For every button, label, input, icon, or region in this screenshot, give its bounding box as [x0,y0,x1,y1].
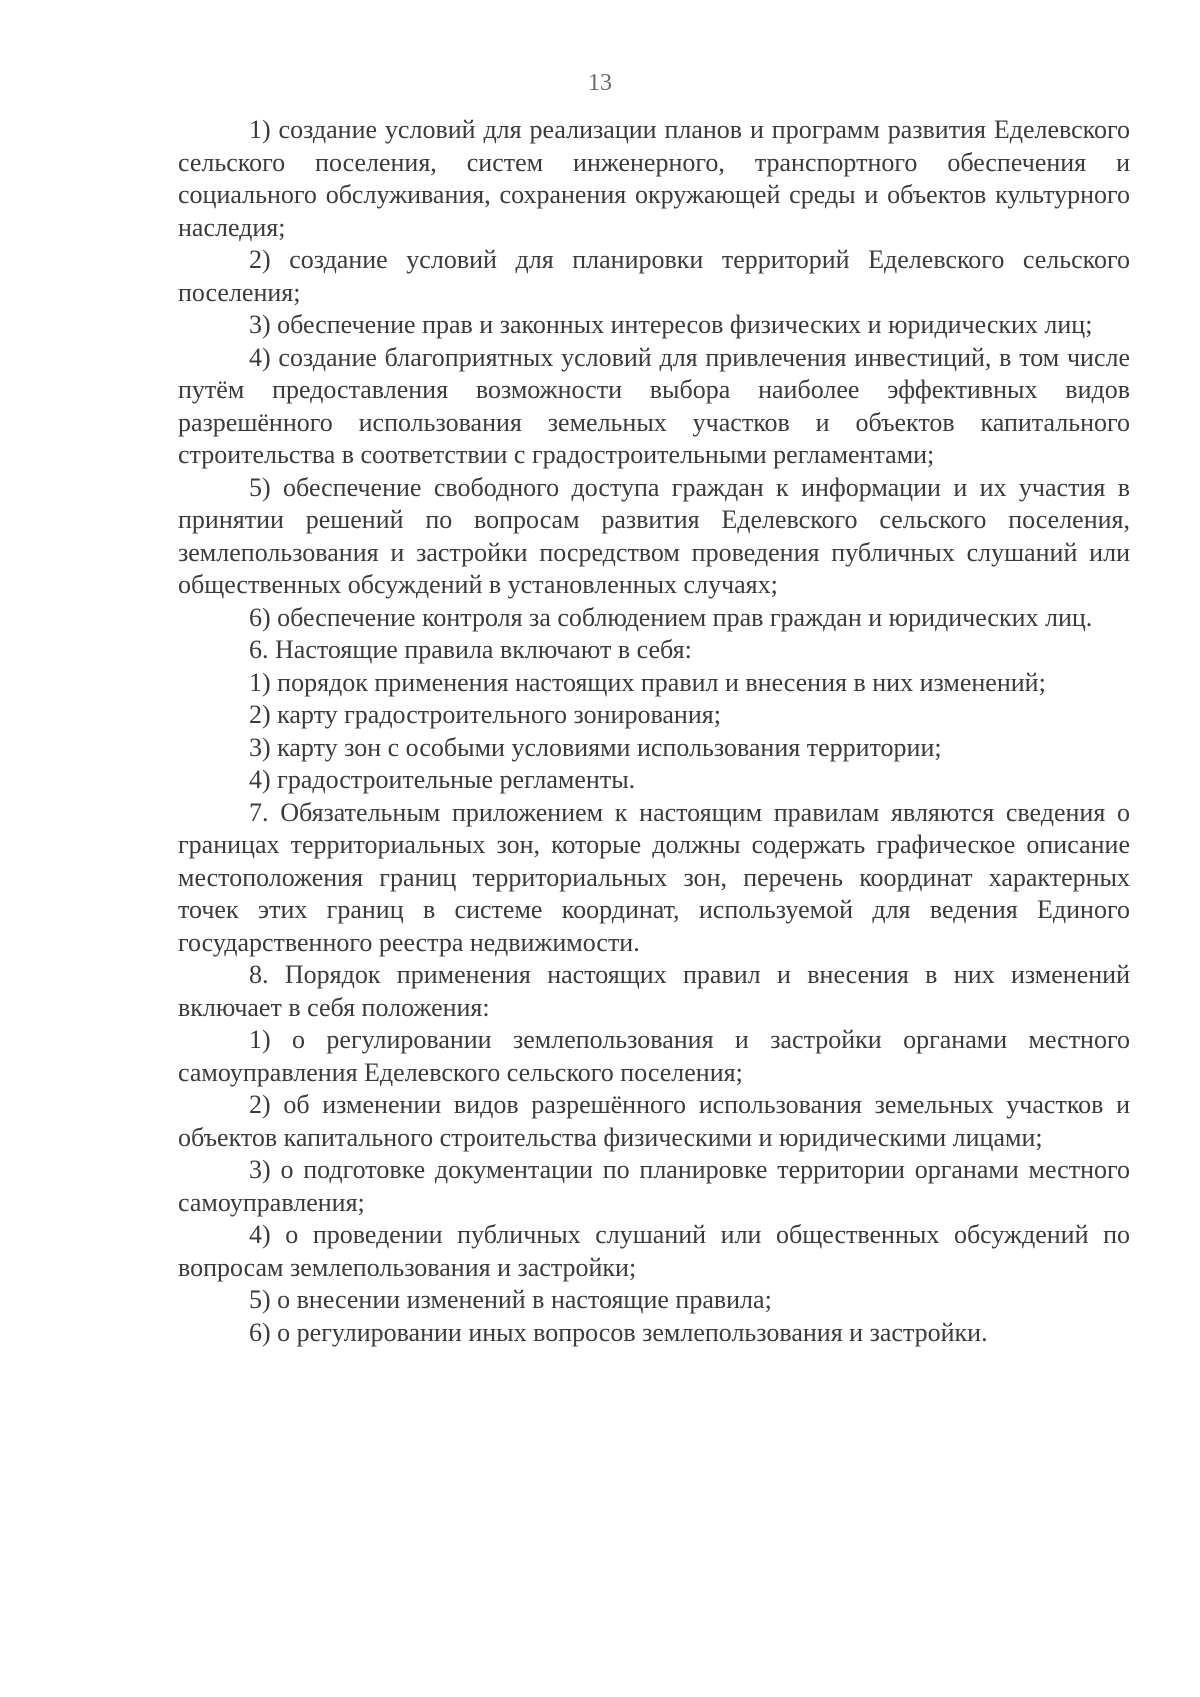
paragraph: 6. Настоящие правила включают в себя: [249,635,692,664]
paragraph: 5) обеспечение свободного доступа граждан к информации и их участия в принятии решений по вопросам развития Еделевского сельского поселения, землепользования и застройки посредством проведения публичных слушаний или общественных обсуждений в установленных случаях; [178,472,1130,599]
page-number: 13 [588,70,612,96]
paragraph: 1) создание условий для реализации планов и программ развития Еделевского сельского поселения, систем инженерного, транспортного обеспечения и социального обслуживания, сохранения окружающей среды и объектов культурного наследия; [178,115,1130,242]
paragraph: 7. Обязательным приложением к настоящим правилам являются сведения о границах территориальных зон, которые должны содержать графическое описание местоположения границ территориальных зон, перечень координат характерных точек этих границ в системе координат, используемой для ведения Единого государственного реестра недвижимости. [178,797,1130,957]
paragraph: 6) обеспечение контроля за соблюдением прав граждан и юридических лиц. [249,602,1093,632]
paragraph: 4) о проведении публичных слушаний или общественных обсуждений по вопросам землепользования и застройки; [178,1220,1130,1282]
paragraph: 6) о регулировании иных вопросов землепользования и застройки. [249,1317,988,1347]
paragraph: 3) карту зон с особыми условиями использования территории; [249,732,942,762]
document-body [178,114,1130,1349]
paragraph: 4) градостроительные регламенты. [249,765,636,794]
paragraph: 5) о внесении изменений в настоящие правила; [249,1285,772,1314]
paragraph: 3) о подготовке документации по планировке территории органами местного самоуправления; [178,1155,1130,1217]
paragraph: 8. Порядок применения настоящих правил и внесения в них изменений включает в себя положения: [178,960,1130,1022]
paragraph: 1) о регулировании землепользования и застройки органами местного самоуправления Еделевского сельского поселения; [178,1025,1130,1087]
paragraph: 4) создание благоприятных условий для привлечения инвестиций, в том числе путём предоставления возможности выбора наиболее эффективных видов разрешённого использования земельных участков и объектов капитального строительства в соответствии с градостроительными регламентами; [178,342,1130,469]
paragraph: 2) карту градостроительного зонирования; [249,700,721,729]
paragraph: 2) об изменении видов разрешённого использования земельных участков и объектов капитального строительства физическими и юридическими лицами; [178,1090,1130,1152]
paragraph: 1) порядок применения настоящих правил и внесения в них изменений; [249,667,1046,697]
paragraph: 3) обеспечение прав и законных интересов физических и юридических лиц; [249,310,1093,339]
paragraph: 2) создание условий для планировки территорий Еделевского сельского поселения; [178,245,1130,307]
